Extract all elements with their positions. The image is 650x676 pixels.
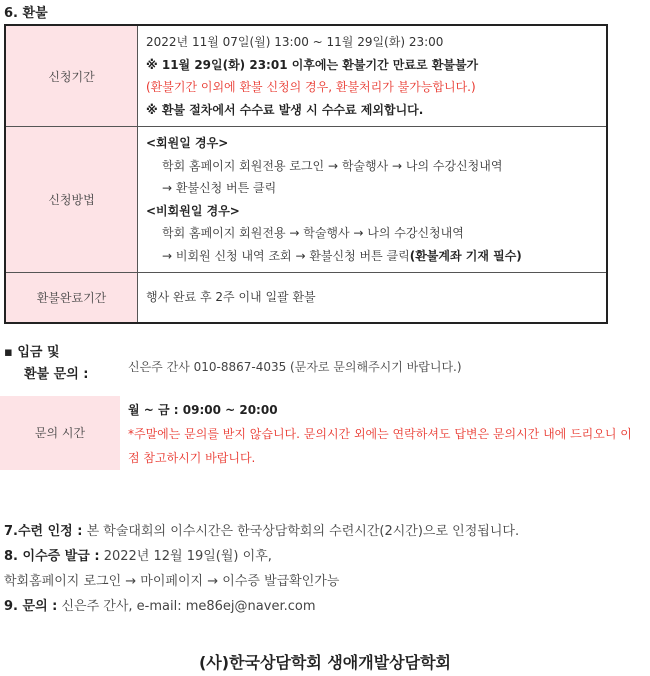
item-9-text: 신은주 간사, e-mail: me86ej@naver.com xyxy=(57,599,316,614)
item-8-label: 8. 이수증 발급 : xyxy=(4,549,100,564)
nonmember-step-2 xyxy=(146,245,598,268)
item-7-label: 7.수련 인정 : xyxy=(4,524,83,539)
table-row-completion xyxy=(5,273,607,323)
item-9-label: 9. 문의 : xyxy=(4,599,58,614)
period-fee-note: ※ 환불 절차에서 수수료 발생 시 수수료 제외합니다. xyxy=(146,102,424,117)
item-8-line2: 학회홈페이지 로그인 → 마이페이지 → 이수증 발급확인가능 xyxy=(4,574,340,589)
hours-value: 월 ~ 금 : 09:00 ~ 20:00 xyxy=(128,403,278,417)
hours-note: *주말에는 문의를 받지 않습니다. 문의시간 외에는 연락하셔도 답변은 문의시간 내에 드리오니 이점 참고하시기 바랍니다. xyxy=(128,427,632,465)
member-step-2: → 환불신청 버튼 클릭 xyxy=(162,181,277,195)
completion-text: 행사 완료 후 2주 이내 일괄 환불 xyxy=(138,273,608,323)
item-7-text: 본 학술대회의 이수시간은 한국상담학회의 수련시간(2시간)으로 인정됩니다. xyxy=(82,524,520,539)
table-row-method xyxy=(5,127,607,273)
item-7 xyxy=(4,519,519,544)
nonmember-step-2-text: → 비회원 신청 내역 조회 → 환불신청 버튼 클릭 xyxy=(162,248,410,263)
method-content xyxy=(138,127,608,273)
hours-label: 문의 시간 xyxy=(0,396,120,470)
inquiry-label xyxy=(4,342,88,386)
period-deadline-note: ※ 11월 29일(화) 23:01 이후에는 환불기간 만료로 환불불가 xyxy=(146,57,479,72)
member-step-1: 학회 홈페이지 회원전용 로그인 → 학술행사 → 나의 수강신청내역 xyxy=(162,158,503,173)
period-content xyxy=(138,25,608,127)
method-label: 신청방법 xyxy=(5,127,138,273)
item-8-text: 2022년 12월 19일(월) 이후, xyxy=(99,549,272,564)
section-title-refund: 6. 환불 xyxy=(4,6,48,21)
item-8 xyxy=(4,544,519,569)
item-9 xyxy=(4,594,519,619)
organization-name: (사)한국상담학회 생애개발상담학회 xyxy=(198,653,452,672)
completion-label: 환불완료기간 xyxy=(5,273,138,323)
inquiry-label-line1: ▪ 입금 및 xyxy=(4,345,60,360)
inquiry-contact: 신은주 간사 010-8867-4035 (문자로 문의해주시기 바랍니다.) xyxy=(128,360,462,374)
nonmember-step-1: 학회 홈페이지 회원전용 → 학술행사 → 나의 수강신청내역 xyxy=(162,226,464,240)
member-heading: <회원일 경우> xyxy=(146,136,229,150)
period-label: 신청기간 xyxy=(5,25,138,127)
footer-info xyxy=(4,519,519,619)
inquiry-label-line2: 환불 문의 : xyxy=(24,367,89,382)
nonmember-step-2-required: (환불계좌 기재 필수) xyxy=(409,248,522,263)
refund-table xyxy=(4,24,608,324)
period-dates: 2022년 11월 07일(월) 13:00 ~ 11월 29일(화) 23:00 xyxy=(146,35,444,49)
table-row-period xyxy=(5,25,607,127)
nonmember-heading: <비회원일 경우> xyxy=(146,203,240,218)
hours-content xyxy=(128,398,643,470)
period-warning: (환불기간 이외에 환불 신청의 경우, 환불처리가 불가능합니다.) xyxy=(146,80,476,94)
